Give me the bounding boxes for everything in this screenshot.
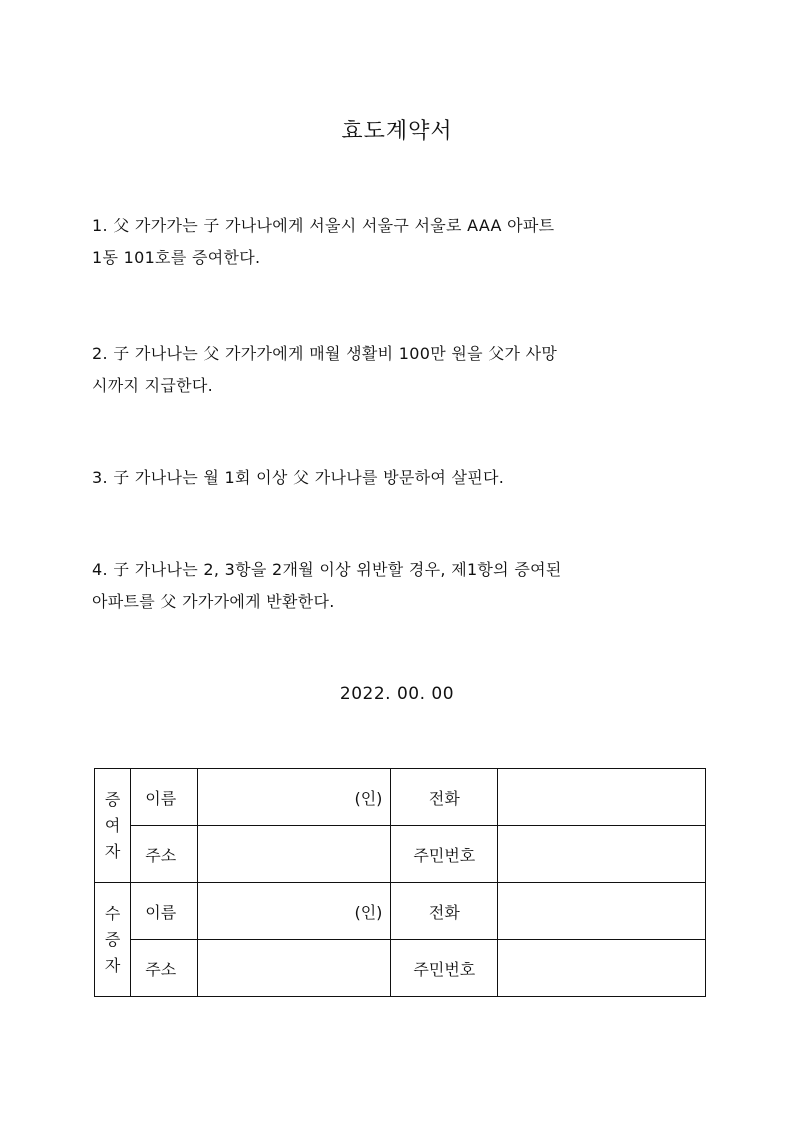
- donor-name-label: 이름: [131, 769, 198, 826]
- clause-1-line-2: 1동 101호를 증여한다.: [92, 248, 261, 267]
- donor-id-field[interactable]: [498, 826, 706, 883]
- clause-1-line-1: 1. 父 가가가는 子 가나나에게 서울시 서울구 서울로 AAA 아파트: [92, 216, 555, 235]
- clause-4-line-2: 아파트를 父 가가가에게 반환한다.: [92, 592, 335, 611]
- parties-table: [94, 768, 706, 997]
- clause-4-line-1: 4. 子 가나나는 2, 3항을 2개월 이상 위반할 경우, 제1항의 증여된: [92, 560, 562, 579]
- donor-id-label: 주민번호: [391, 826, 498, 883]
- contract-date: 2022. 00. 00: [339, 684, 455, 704]
- donor-address-field[interactable]: [197, 826, 391, 883]
- donee-name-field[interactable]: [197, 883, 391, 940]
- donee-phone-label: 전화: [391, 883, 498, 940]
- donor-row-name: [95, 769, 706, 826]
- donee-id-label: 주민번호: [391, 940, 498, 997]
- donee-role-char: 증: [104, 929, 121, 949]
- clause-3: [92, 462, 702, 494]
- donee-seal-mark: (인): [354, 902, 383, 922]
- donee-phone-field[interactable]: [498, 883, 706, 940]
- clause-3-line-1: 3. 子 가나나는 월 1회 이상 父 가나나를 방문하여 살핀다.: [92, 468, 505, 487]
- donor-phone-label: 전화: [391, 769, 498, 826]
- donee-role-cell: [95, 883, 131, 997]
- clause-1: [92, 210, 702, 274]
- donor-role-char: 여: [104, 815, 121, 835]
- donor-role-char: 자: [104, 841, 121, 861]
- donee-id-field[interactable]: [498, 940, 706, 997]
- donor-name-field[interactable]: [197, 769, 391, 826]
- clause-4: [92, 554, 702, 618]
- donor-role-char: 증: [104, 789, 121, 809]
- donee-address-label: 주소: [131, 940, 198, 997]
- donee-row-address: [95, 940, 706, 997]
- donee-role-char: 자: [104, 955, 121, 975]
- donor-address-label: 주소: [131, 826, 198, 883]
- donor-row-address: [95, 826, 706, 883]
- donee-row-name: [95, 883, 706, 940]
- clause-2-line-1: 2. 子 가나나는 父 가가가에게 매월 생활비 100만 원을 父가 사망: [92, 344, 558, 363]
- donor-seal-mark: (인): [354, 788, 383, 808]
- clause-2: [92, 338, 702, 402]
- donor-role-cell: [95, 769, 131, 883]
- donee-role-char: 수: [104, 903, 121, 923]
- donee-address-field[interactable]: [197, 940, 391, 997]
- clause-2-line-2: 시까지 지급한다.: [92, 376, 214, 395]
- donee-name-label: 이름: [131, 883, 198, 940]
- donor-phone-field[interactable]: [498, 769, 706, 826]
- document-title: 효도계약서: [341, 119, 453, 144]
